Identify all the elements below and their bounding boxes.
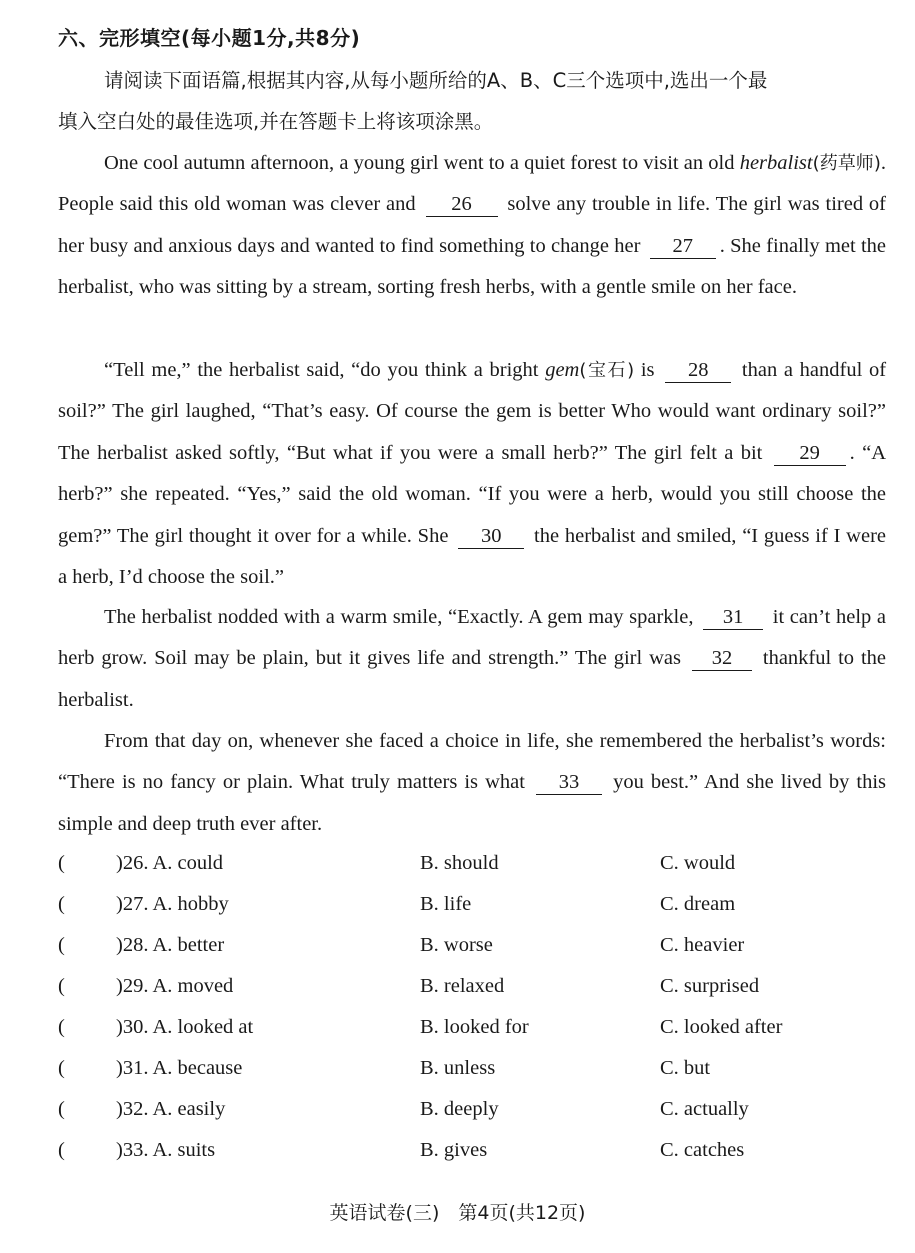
option-b: B. deeply: [420, 1098, 499, 1120]
answer-paren: (: [58, 893, 65, 915]
page-footer: 英语试卷(三) 第4页(共12页): [329, 1202, 586, 1224]
option-b: B. relaxed: [420, 975, 505, 997]
passage-paragraph-1: [58, 143, 886, 309]
p2-text-b: is: [640, 359, 655, 381]
p2-text-a: “Tell me,” the herbalist said, “do you think a bright: [104, 359, 539, 381]
p1-text-d: solve any trouble in life. The girl was tired of her busy and anxious days and wanted to find something to change her: [58, 193, 887, 257]
blank-33: 33: [536, 770, 602, 795]
p1-herbalist-word: herbalist: [739, 152, 813, 174]
p2-text-e: the herbalist and smiled, “I guess if I were a herb, I’d choose the soil.”: [58, 524, 887, 589]
blank-29: 29: [774, 441, 846, 466]
instructions: [58, 60, 886, 142]
option-b: B. looked for: [420, 1016, 529, 1038]
option-row-33: [58, 1139, 888, 1169]
option-row-32: [58, 1098, 888, 1128]
section-title: 六、完形填空(每小题1分,共8分): [58, 26, 361, 50]
p2-gem-gloss: (宝石): [579, 360, 635, 381]
blank-32: 32: [692, 646, 752, 671]
p1-text-c: . People said this old woman was clever and: [58, 152, 887, 216]
option-a: )32. A. easily: [116, 1098, 226, 1120]
blank-28: 28: [665, 358, 731, 383]
option-c: C. looked after: [660, 1016, 783, 1038]
option-a: )28. A. better: [116, 934, 225, 956]
option-b: B. should: [420, 852, 499, 874]
p4-text-b: you best.” And she lived by this simple and deep truth ever after.: [58, 771, 887, 835]
passage-paragraph-2: [58, 350, 886, 598]
option-c: C. actually: [660, 1098, 749, 1120]
p3-text-b: it can’t help a herb grow. Soil may be plain, but it gives life and strength.” The girl was: [58, 606, 887, 670]
p3-text-a: The herbalist nodded with a warm smile, “Exactly. A gem may sparkle,: [104, 606, 694, 628]
passage-paragraph-4: [58, 721, 886, 845]
blank-27: 27: [650, 234, 716, 259]
option-a: )33. A. suits: [116, 1139, 216, 1161]
answer-paren: (: [58, 1057, 65, 1079]
option-a: )26. A. could: [116, 852, 224, 874]
answer-paren: (: [58, 934, 65, 956]
p1-text-a: One cool autumn afternoon, a young girl went to a quiet forest to visit an old: [104, 152, 735, 174]
answer-paren: (: [58, 1016, 65, 1038]
option-c: C. but: [660, 1057, 711, 1079]
blank-26: 26: [426, 192, 498, 217]
option-row-26: [58, 852, 888, 882]
blank-31: 31: [703, 605, 763, 630]
instructions-line1: 请阅读下面语篇,根据其内容,从每小题所给的A、B、C三个选项中,选出一个最: [104, 69, 768, 92]
option-a: )29. A. moved: [116, 975, 234, 997]
option-row-27: [58, 893, 888, 923]
p4-text-a: From that day on, whenever she faced a choice in life, she remembered the herbalist’s words: “There is no fancy or plain. What truly matters is what: [58, 730, 886, 794]
option-row-29: [58, 975, 888, 1005]
passage-paragraph-3: [58, 597, 886, 721]
option-a: )31. A. because: [116, 1057, 243, 1079]
option-row-31: [58, 1057, 888, 1087]
option-b: B. worse: [420, 934, 493, 956]
option-row-28: [58, 934, 888, 964]
option-b: B. gives: [420, 1139, 488, 1161]
option-c: C. catches: [660, 1139, 745, 1161]
option-c: C. would: [660, 852, 736, 874]
option-c: C. heavier: [660, 934, 745, 956]
p1-herbalist-gloss: (药草师): [812, 153, 881, 174]
answer-paren: (: [58, 1139, 65, 1161]
answer-paren: (: [58, 975, 65, 997]
blank-30: 30: [458, 524, 524, 549]
option-c: C. dream: [660, 893, 736, 915]
p2-text-d: . “A herb?” she repeated. “Yes,” said the old woman. “If you were a herb, would you still choose the gem?” The girl thought it over for a while. She: [58, 441, 887, 547]
p3-text-c: thankful to the herbalist.: [58, 647, 887, 711]
option-c: C. surprised: [660, 975, 760, 997]
p2-gem-word: gem: [545, 359, 580, 381]
option-row-30: [58, 1016, 888, 1046]
option-a: )30. A. looked at: [116, 1016, 254, 1038]
answer-paren: (: [58, 852, 65, 874]
p1-text-e: . She finally met the herbalist, who was sitting by a stream, sorting fresh herbs, with a gentle smile on her face.: [58, 234, 887, 299]
p2-text-c: than a handful of soil?” The girl laughed, “That’s easy. Of course the gem is better Who would want ordinary soil?” The herbalist asked softly, “But what if you were a small herb?” The girl felt a bit: [58, 359, 887, 464]
instructions-line2: 填入空白处的最佳选项,并在答题卡上将该项涂黑。: [58, 110, 494, 133]
answer-paren: (: [58, 1098, 65, 1120]
option-b: B. unless: [420, 1057, 496, 1079]
option-b: B. life: [420, 893, 472, 915]
option-a: )27. A. hobby: [116, 893, 229, 915]
